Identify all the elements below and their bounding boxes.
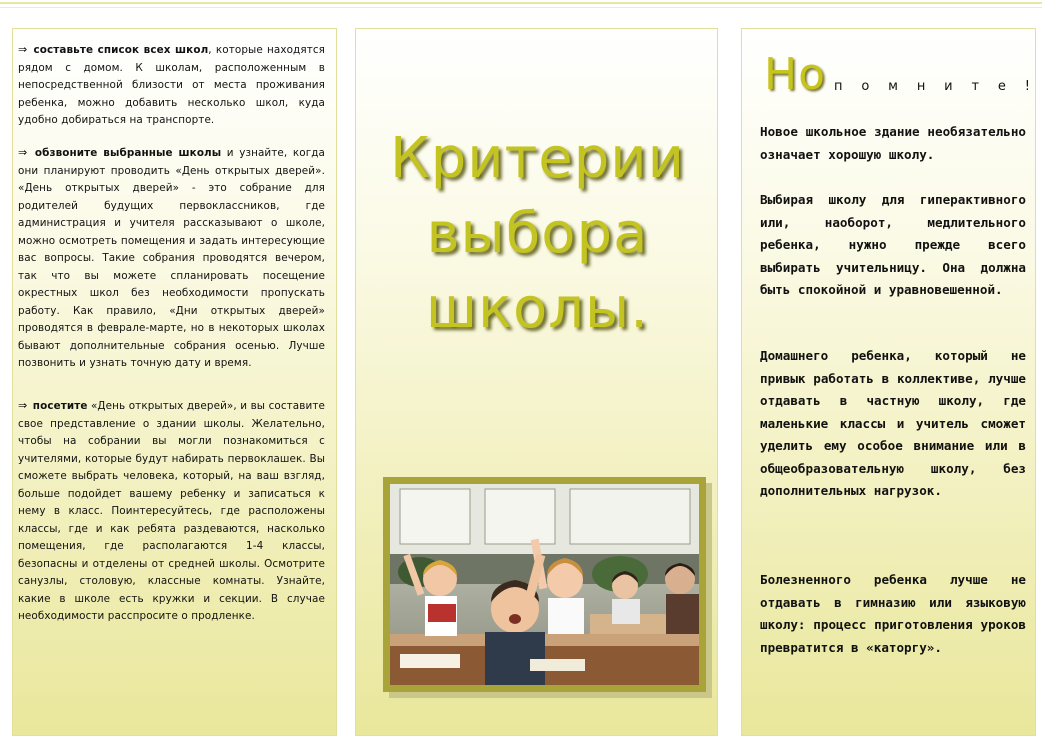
heading-small-text xyxy=(834,79,1030,94)
heading-letter: о xyxy=(861,79,870,94)
heading-letter: н xyxy=(916,79,926,94)
heading-letter: м xyxy=(888,79,898,94)
arrow-right-icon: ⇒ xyxy=(18,43,28,56)
list-item xyxy=(18,144,325,373)
heading-letter: и xyxy=(944,79,953,94)
heading-big-text: Но xyxy=(764,49,827,100)
item-bold: посетите xyxy=(32,400,88,412)
advice-paragraph: Болезненного ребенка лучше не отдавать в гимназию или языковую школу: процесс приготовления уроков превратится в «каторгу». xyxy=(760,572,1026,655)
top-rule-thin xyxy=(0,7,1042,8)
title-line: выбора xyxy=(426,201,649,266)
heading-letter: е xyxy=(997,79,1006,94)
item-text: , которые находятся рядом с домом. К школам, расположенным в непосредственной близости от места проживания ребенка, можно добавить несколько школ, куда удобно добираться на транспорте. xyxy=(18,44,326,126)
heading-letter: т xyxy=(971,79,980,94)
arrow-right-icon: ⇒ xyxy=(18,399,28,412)
classroom-photo xyxy=(390,484,699,685)
item-bold: составьте список всех школ xyxy=(33,44,209,56)
left-panel xyxy=(12,28,337,736)
top-rule xyxy=(0,2,1042,4)
arrow-right-icon: ⇒ xyxy=(18,146,28,159)
list-item xyxy=(18,397,325,626)
right-panel xyxy=(741,28,1036,736)
advice-paragraph: Новое школьное здание необязательно означает хорошую школу. xyxy=(760,124,1026,162)
title-line: школы. xyxy=(425,276,650,341)
remember-heading xyxy=(764,49,1034,109)
heading-letter: ! xyxy=(1024,79,1030,94)
brochure-title xyxy=(356,121,719,346)
list-item xyxy=(18,41,325,130)
item-text: «День открытых дверей», и вы составите свое представление о здании школы. Желательно, чтобы на собрании вы могли познакомиться с учителями, которые будут набирать первоклашек. Вы сможете выбрать человека, который, на ваш взгляд, больше подойдет вашему ребенку и записаться к нему в класс. Поинтересуйтесь, где расположены классы, где и как ребята раздеваются, насколько помещения, где располагаются 1-4 классы, безопасны и отделены от средней школы. Осмотрите санузлы, столовую, классные комнаты. Узнайте, какие в школе есть кружки и секции. В случае необходимости расспросите о продленке. xyxy=(18,400,325,622)
heading-letter: п xyxy=(834,79,843,94)
title-line: Критерии xyxy=(389,126,686,191)
item-bold: обзвоните выбранные школы xyxy=(34,147,222,159)
advice-paragraph: Домашнего ребенка, который не привык работать в коллективе, лучше отдавать в частную школу, где маленькие классы и учитель сможет уделить ему особое внимание или в общеобразовательную школу, без дополнительных нагрузок. xyxy=(760,348,1026,498)
photo-frame xyxy=(383,477,706,692)
item-text: и узнайте, когда они планируют проводить «День открытых дверей». «День открытых дверей» - это собрание для родителей будущих первоклассников, где администрация и учителя рассказывают о школе, можно осмотреть помещения и задать интересующие вас вопросы. Такие собрания проводятся вечером, так что вы можете спланировать посещение окрестных школ без необходимости пропускать работу. Как правило, «Дни открытых дверей» проводятся в феврале-марте, но в некоторых школах бывают дополнительные собрания осенью. Лучше позвонить и узнать точную дату и время. xyxy=(18,147,326,369)
advice-paragraph: Выбирая школу для гиперактивного или, наоборот, медлительного ребенка, нужно прежде всего выбирать учительницу. Она должна быть спокойной и уравновешенной. xyxy=(760,192,1026,297)
